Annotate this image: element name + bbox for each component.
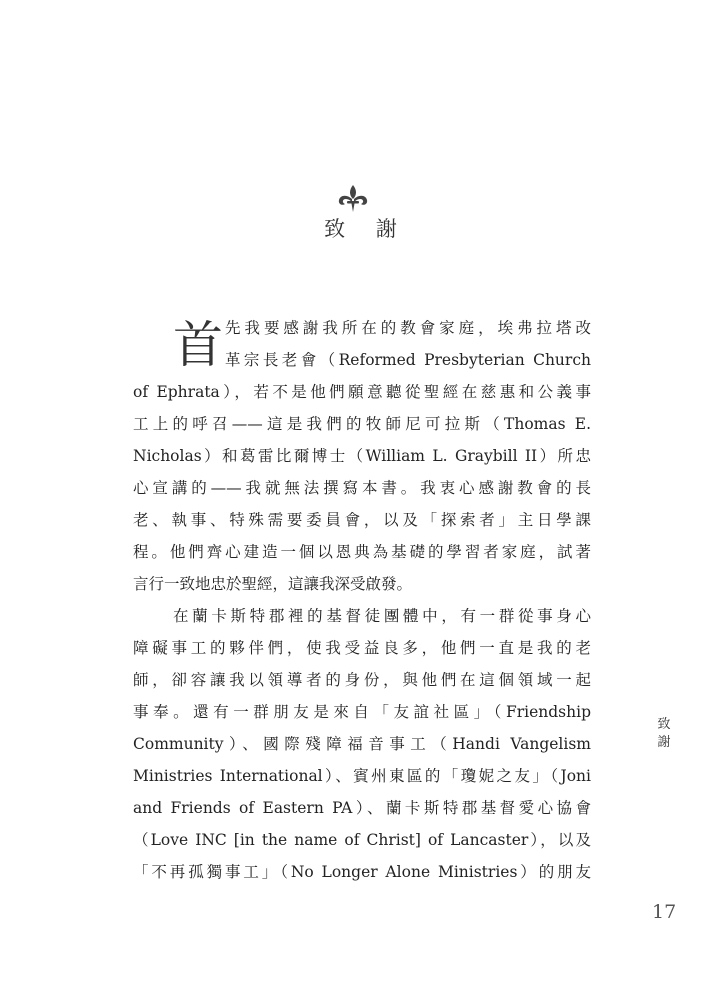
page-number: 17 (652, 901, 677, 923)
text-line: 師，卻容讓我以領導者的身份，與他們在這個領域一起 (133, 671, 591, 689)
text-line: 在蘭卡斯特郡裡的基督徒團體中，有一群從事身心 (173, 607, 591, 625)
text-line: and Friends of Eastern PA）、蘭卡斯特郡基督愛心協會 (133, 799, 591, 817)
body-text (133, 312, 591, 888)
text-line: 老、執事、特殊需要委員會，以及「探索者」主日學課 (133, 511, 591, 529)
text-line: 事奉。還有一群朋友是來自「友誼社區」（Friendship (133, 703, 591, 721)
fleur-de-lis-icon (336, 184, 370, 214)
text-line: 工上的呼召——這是我們的牧師尼可拉斯（Thomas E. (133, 415, 591, 433)
text-line: 障礙事工的夥伴們，使我受益良多，他們一直是我的老 (133, 639, 591, 657)
text-line: Ministries International）、賓州東區的「瓊妮之友」（Joni (133, 767, 591, 785)
text-line: 心宣講的——我就無法撰寫本書。我衷心感謝教會的長 (133, 479, 591, 497)
running-head-char: 謝 (657, 735, 671, 750)
text-line: of Ephrata），若不是他們願意聽從聖經在慈惠和公義事 (133, 383, 591, 401)
text-line: （Love INC [in the name of Christ] of Lancaster），以及 (133, 831, 591, 849)
text-line: Nicholas）和葛雷比爾博士（William L. Graybill II）所忠 (133, 447, 591, 465)
text-line: Community）、國際殘障福音事工（Handi Vangelism (133, 735, 591, 753)
drop-cap: 首 (173, 316, 223, 374)
page-title: 致 謝 (324, 217, 409, 241)
paragraph-2 (133, 600, 591, 888)
text-line: 程。他們齊心建造一個以恩典為基礎的學習者家庭，試著 (133, 543, 591, 561)
text-line: 革宗長老會（Reformed Presbyterian Church (225, 351, 591, 369)
running-head (656, 716, 672, 752)
text-line: 「不再孤獨事工」（No Longer Alone Ministries）的朋友 (133, 863, 591, 881)
text-line: 先我要感謝我所在的教會家庭，埃弗拉塔改 (225, 319, 591, 337)
text-line: 言行一致地忠於聖經，這讓我深受啟發。 (133, 575, 413, 593)
running-head-char: 致 (657, 717, 671, 732)
